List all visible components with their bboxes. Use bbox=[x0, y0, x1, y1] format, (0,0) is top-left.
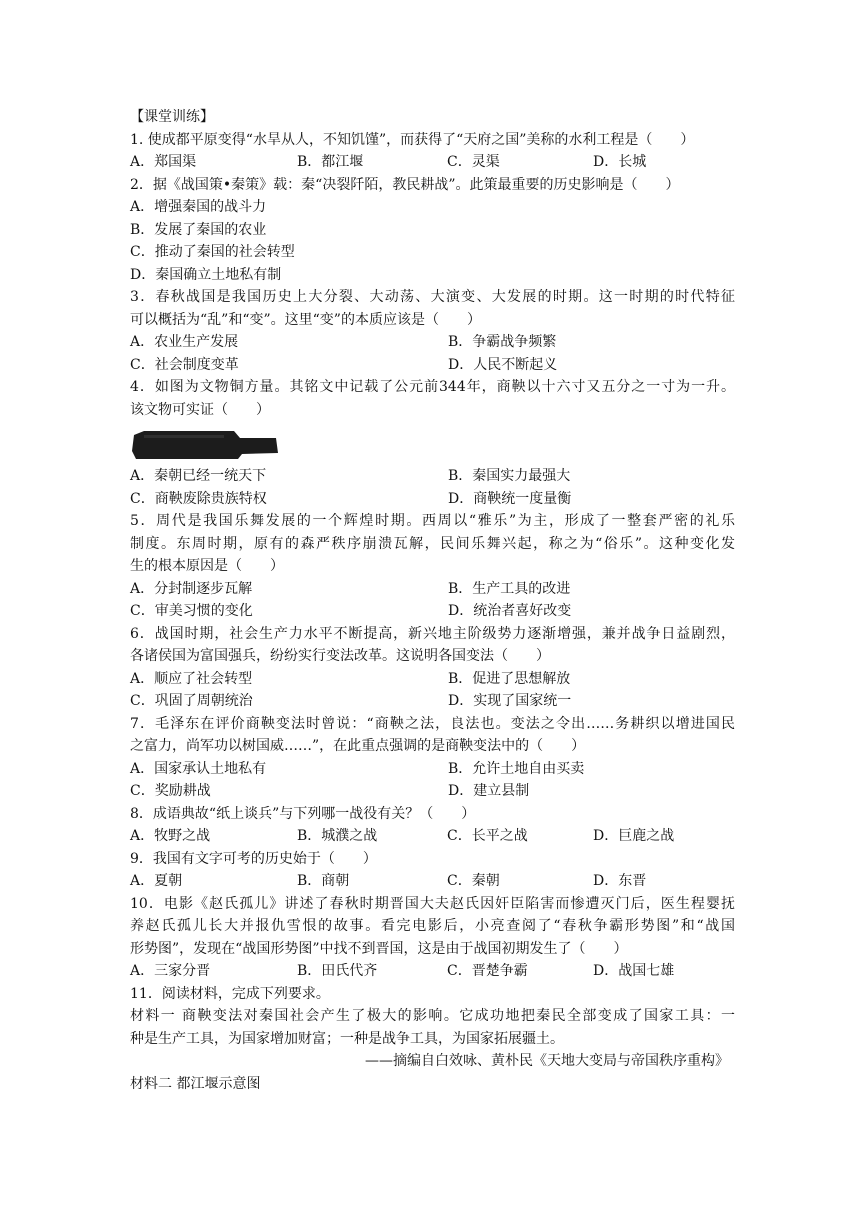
options-row bbox=[130, 870, 735, 893]
material-1-source: ——摘编自白效咏、黄朴民《天地大变局与帝国秩序重构》 bbox=[365, 1053, 729, 1069]
exercise-page bbox=[130, 106, 735, 1095]
option-a: A．分封制逐步瓦解 bbox=[130, 580, 253, 597]
options-row bbox=[130, 331, 735, 354]
question-stem: 8．成语典故“纸上谈兵”与下列哪一战役有关？（ ） bbox=[130, 805, 476, 822]
option-d: D．商鞅统一度量衡 bbox=[448, 490, 572, 507]
option-d: D．战国七雄 bbox=[593, 963, 675, 979]
question-stem: 9．我国有文字可考的历史始于（ ） bbox=[130, 850, 377, 867]
question-stem-line: 各诸侯国为富国强兵，纷纷实行变法改革。这说明各国变法（ ） bbox=[130, 648, 550, 664]
question-stem-line: 制度。东周时期，原有的森严秩序崩溃瓦解，民间乐舞兴起，称之为“俗乐”。这种变化发 bbox=[130, 535, 735, 552]
material-2-caption: 材料二 都江堰示意图 bbox=[130, 1075, 261, 1092]
option-b: B．发展了秦国的农业 bbox=[130, 221, 267, 238]
option-d: D．实现了国家统一 bbox=[448, 693, 572, 709]
option-c: C．审美习惯的变化 bbox=[130, 603, 253, 619]
question-stem-line: 5．周代是我国乐舞发展的一个辉煌时期。西周以“雅乐”为主，形成了一整套严密的礼乐 bbox=[130, 513, 735, 529]
options-row bbox=[130, 465, 735, 488]
option-c: C．长平之战 bbox=[447, 828, 528, 844]
option-a: A．夏朝 bbox=[130, 873, 183, 889]
question-stem-line: 该文物可实证（ ） bbox=[130, 401, 270, 418]
option-c: C．推动了秦国的社会转型 bbox=[130, 244, 295, 260]
question-stem-line: 4．如图为文物铜方量。其铭文中记载了公元前344年，商鞅以十六寸又五分之一寸为一升。 bbox=[130, 379, 735, 395]
options-row bbox=[130, 488, 735, 511]
option-b: B．促进了思想解放 bbox=[448, 670, 571, 687]
option-a: A．国家承认土地私有 bbox=[130, 760, 267, 777]
option-a: A．秦朝已经一统天下 bbox=[130, 468, 267, 484]
bronze-measure-image bbox=[130, 421, 735, 465]
option-c: C．晋楚争霸 bbox=[447, 963, 528, 979]
question-9 bbox=[130, 848, 735, 893]
options-row bbox=[130, 690, 735, 713]
option-d: D．长城 bbox=[593, 154, 647, 170]
question-stem-line: 7．毛泽东在评价商鞅变法时曾说：“商鞅之法，良法也。变法之令出……务耕织以增进国民 bbox=[130, 715, 735, 732]
option-b: B．城濮之战 bbox=[297, 828, 378, 844]
question-6 bbox=[130, 623, 735, 713]
section-title: 【课堂训练】 bbox=[130, 109, 214, 125]
option-d: D．统治者喜好改变 bbox=[448, 603, 572, 619]
question-stem-line: 可以概括为“乱”和“变”。这里“变”的本质应该是（ ） bbox=[130, 311, 481, 328]
option-a: A．顺应了社会转型 bbox=[130, 670, 253, 687]
question-7 bbox=[130, 713, 735, 803]
options-row bbox=[130, 960, 735, 983]
option-c: C．社会制度变革 bbox=[130, 356, 239, 373]
option-a: A．郑国渠 bbox=[130, 154, 197, 170]
option-b: B．都江堰 bbox=[297, 154, 364, 170]
option-b: B．生产工具的改进 bbox=[448, 580, 571, 597]
question-stem-line: 6．战国时期，社会生产力水平不断提高，新兴地主阶级势力逐渐增强，兼并战争日益剧烈， bbox=[130, 625, 735, 642]
options-row bbox=[130, 668, 735, 691]
options-row bbox=[130, 600, 735, 623]
options-row bbox=[130, 151, 735, 174]
options-row bbox=[130, 758, 735, 781]
option-c: C．秦朝 bbox=[447, 873, 500, 889]
question-stem: 1. 使成都平原变得“水旱从人，不知饥馑”，而获得了“天府之国”美称的水利工程是（ ） bbox=[130, 131, 695, 148]
option-b: B．田氏代齐 bbox=[297, 963, 378, 979]
option-b: B．争霸战争频繁 bbox=[448, 334, 557, 350]
option-c: C．商鞅废除贵族特权 bbox=[130, 490, 267, 507]
question-stem-line: 养赵氏孤儿长大并报仇雪恨的故事。看完电影后，小亮查阅了“春秋争霸形势图”和“战国 bbox=[130, 918, 735, 934]
options-row bbox=[130, 825, 735, 848]
question-2 bbox=[130, 174, 735, 287]
question-1 bbox=[130, 129, 735, 174]
option-b: B．商朝 bbox=[297, 873, 350, 889]
option-d: D．东晋 bbox=[593, 873, 647, 889]
options-row bbox=[130, 578, 735, 601]
option-d: D．巨鹿之战 bbox=[593, 828, 675, 844]
option-d: D．秦国确立土地私有制 bbox=[130, 266, 282, 283]
question-stem-line: 10．电影《赵氏孤儿》讲述了春秋时期晋国大夫赵氏因奸臣陷害而惨遭灭门后，医生程婴抚 bbox=[130, 895, 735, 912]
question-3 bbox=[130, 286, 735, 376]
option-c: C．灵渠 bbox=[447, 154, 500, 170]
options-row bbox=[130, 780, 735, 803]
question-4 bbox=[130, 376, 735, 510]
question-stem-line: 形势图”，发现在“战国形势图”中找不到晋国，这是由于战国初期发生了（ ） bbox=[130, 940, 628, 957]
option-b: B．秦国实力最强大 bbox=[448, 468, 571, 484]
question-stem-line: 生的根本原因是（ ） bbox=[130, 558, 284, 574]
options-row bbox=[130, 354, 735, 377]
option-c: C．巩固了周朝统治 bbox=[130, 693, 253, 709]
option-a: A．牧野之战 bbox=[130, 828, 211, 844]
question-8 bbox=[130, 803, 735, 848]
material-1-line: 种是生产工具，为国家增加财富；一种是战争工具，为国家拓展疆土。 bbox=[130, 1030, 564, 1047]
option-b: B．允许土地自由买卖 bbox=[448, 760, 585, 777]
question-11 bbox=[130, 983, 735, 1096]
question-stem: 11．阅读材料，完成下列要求。 bbox=[130, 985, 330, 1002]
option-d: D．人民不断起义 bbox=[448, 356, 558, 373]
option-c: C．奖励耕战 bbox=[130, 783, 211, 799]
question-5 bbox=[130, 510, 735, 623]
question-stem-line: 3．春秋战国是我国历史上大分裂、大动荡、大演变、大发展的时期。这一时期的时代特征 bbox=[130, 289, 735, 305]
option-a: A．农业生产发展 bbox=[130, 334, 239, 350]
option-d: D．建立县制 bbox=[448, 783, 530, 799]
option-a: A．增强秦国的战斗力 bbox=[130, 199, 267, 215]
material-1-line: 材料一 商鞅变法对秦国社会产生了极大的影响。它成功地把秦民全部变成了国家工具：一 bbox=[130, 1008, 735, 1024]
bronze-measure-icon bbox=[130, 429, 280, 461]
question-stem-line: 之富力，尚军功以树国威……”，在此重点强调的是商鞅变法中的（ ） bbox=[130, 738, 586, 754]
option-a: A．三家分晋 bbox=[130, 963, 211, 979]
question-10 bbox=[130, 893, 735, 983]
question-stem: 2．据《战国策•秦策》载：秦“决裂阡陌，教民耕战”。此策最重要的历史影响是（ ） bbox=[130, 176, 680, 193]
